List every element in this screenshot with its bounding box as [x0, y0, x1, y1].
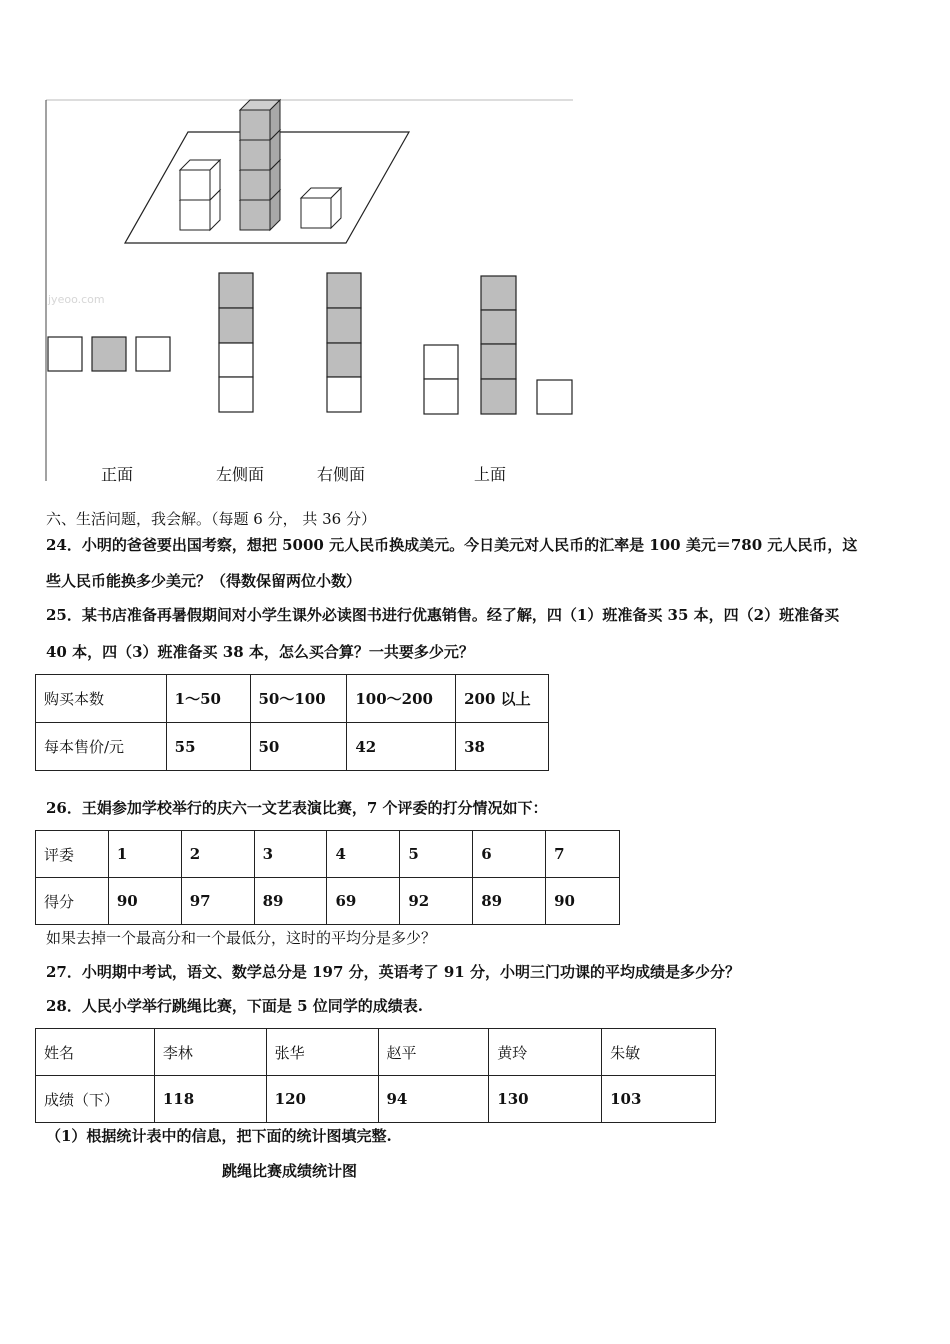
- table-cell: 50～100: [250, 675, 347, 723]
- view-top: [424, 276, 572, 414]
- table-cell: 90: [546, 878, 620, 925]
- label-front-view: 正面: [101, 465, 134, 484]
- table-cell: 1: [108, 831, 181, 878]
- section-heading: 六、生活问题，我会解。（每题 6 分， 共 36 分）: [46, 510, 376, 528]
- cube-stack-right: [301, 188, 341, 228]
- table-cell: 89: [254, 878, 327, 925]
- q26-line1: 26．王娟参加学校举行的庆六一文艺表演比赛，7 个评委的打分情况如下：: [46, 799, 548, 817]
- table-cell: 55: [166, 723, 250, 771]
- q24-line1: 24．小明的爸爸要出国考察，想把 5000 元人民币换成美元。今日美元对人民币的汇率是 100 美元＝780 元人民币，这: [46, 536, 858, 554]
- cube-stack-left: [180, 160, 220, 230]
- table-cell: 2: [181, 831, 254, 878]
- table-cell: 90: [108, 878, 181, 925]
- table-cell: 3: [254, 831, 327, 878]
- table-cell: 103: [602, 1076, 716, 1123]
- q28-score-table: [35, 1028, 716, 1123]
- q24-line2: 些人民币能换多少美元？（得数保留两位小数）: [46, 572, 362, 590]
- table-cell: 94: [378, 1076, 489, 1123]
- table-row: [36, 675, 549, 723]
- table-cell: 38: [456, 723, 549, 771]
- table-cell: 5: [400, 831, 473, 878]
- table-cell: 4: [327, 831, 400, 878]
- table-cell: 89: [473, 878, 546, 925]
- table-cell: 130: [489, 1076, 602, 1123]
- table-cell: 6: [473, 831, 546, 878]
- table-cell: 118: [154, 1076, 266, 1123]
- cube-views-figure: [0, 0, 600, 500]
- q27-line1: 27．小明期中考试，语文、数学总分是 197 分，英语考了 91 分，小明三门功课的平均成绩是多少分？: [46, 963, 740, 981]
- table-cell: 评委: [36, 831, 109, 878]
- label-left-view: 左侧面: [216, 465, 265, 484]
- table-row: [36, 831, 620, 878]
- table-cell: 100～200: [347, 675, 456, 723]
- table-cell: 张华: [266, 1029, 378, 1076]
- q28-sub1: （1）根据统计表中的信息，把下面的统计图填完整.: [46, 1127, 392, 1145]
- table-cell: 每本售价/元: [36, 723, 167, 771]
- table-cell: 得分: [36, 878, 109, 925]
- table-cell: 赵平: [378, 1029, 489, 1076]
- table-cell: 92: [400, 878, 473, 925]
- q25-line2: 40 本，四（3）班准备买 38 本，怎么买合算？一共要多少元？: [46, 643, 474, 661]
- cube-stack-middle: [240, 100, 280, 230]
- chart-title: 跳绳比赛成绩统计图: [222, 1162, 358, 1180]
- table-cell: 购买本数: [36, 675, 167, 723]
- table-cell: 42: [347, 723, 456, 771]
- table-cell: 120: [266, 1076, 378, 1123]
- table-cell: 200 以上: [456, 675, 549, 723]
- table-cell: 97: [181, 878, 254, 925]
- table-cell: 黄玲: [489, 1029, 602, 1076]
- table-row: [36, 1076, 716, 1123]
- table-cell: 姓名: [36, 1029, 155, 1076]
- label-top-view: 上面: [474, 465, 507, 484]
- q26-question: 如果去掉一个最高分和一个最低分，这时的平均分是多少？: [46, 929, 437, 947]
- watermark-text: jyeoo.com: [48, 293, 105, 306]
- table-cell: 朱敏: [602, 1029, 716, 1076]
- q25-price-table: [35, 674, 549, 771]
- view-front: [48, 337, 170, 371]
- table-cell: 50: [250, 723, 347, 771]
- table-row: [36, 1029, 716, 1076]
- view-right-side: [327, 273, 361, 412]
- q25-line1: 25．某书店准备再暑假期间对小学生课外必读图书进行优惠销售。经了解，四（1）班准备买 35 本，四（2）班准备买: [46, 606, 840, 624]
- table-cell: 69: [327, 878, 400, 925]
- table-cell: 李林: [154, 1029, 266, 1076]
- view-left-side: [219, 273, 253, 412]
- table-row: [36, 878, 620, 925]
- label-right-view: 右侧面: [317, 465, 366, 484]
- q26-score-table: [35, 830, 620, 925]
- table-cell: 7: [546, 831, 620, 878]
- table-row: [36, 723, 549, 771]
- table-cell: 成绩（下）: [36, 1076, 155, 1123]
- table-cell: 1～50: [166, 675, 250, 723]
- q28-line1: 28．人民小学举行跳绳比赛，下面是 5 位同学的成绩表.: [46, 997, 423, 1015]
